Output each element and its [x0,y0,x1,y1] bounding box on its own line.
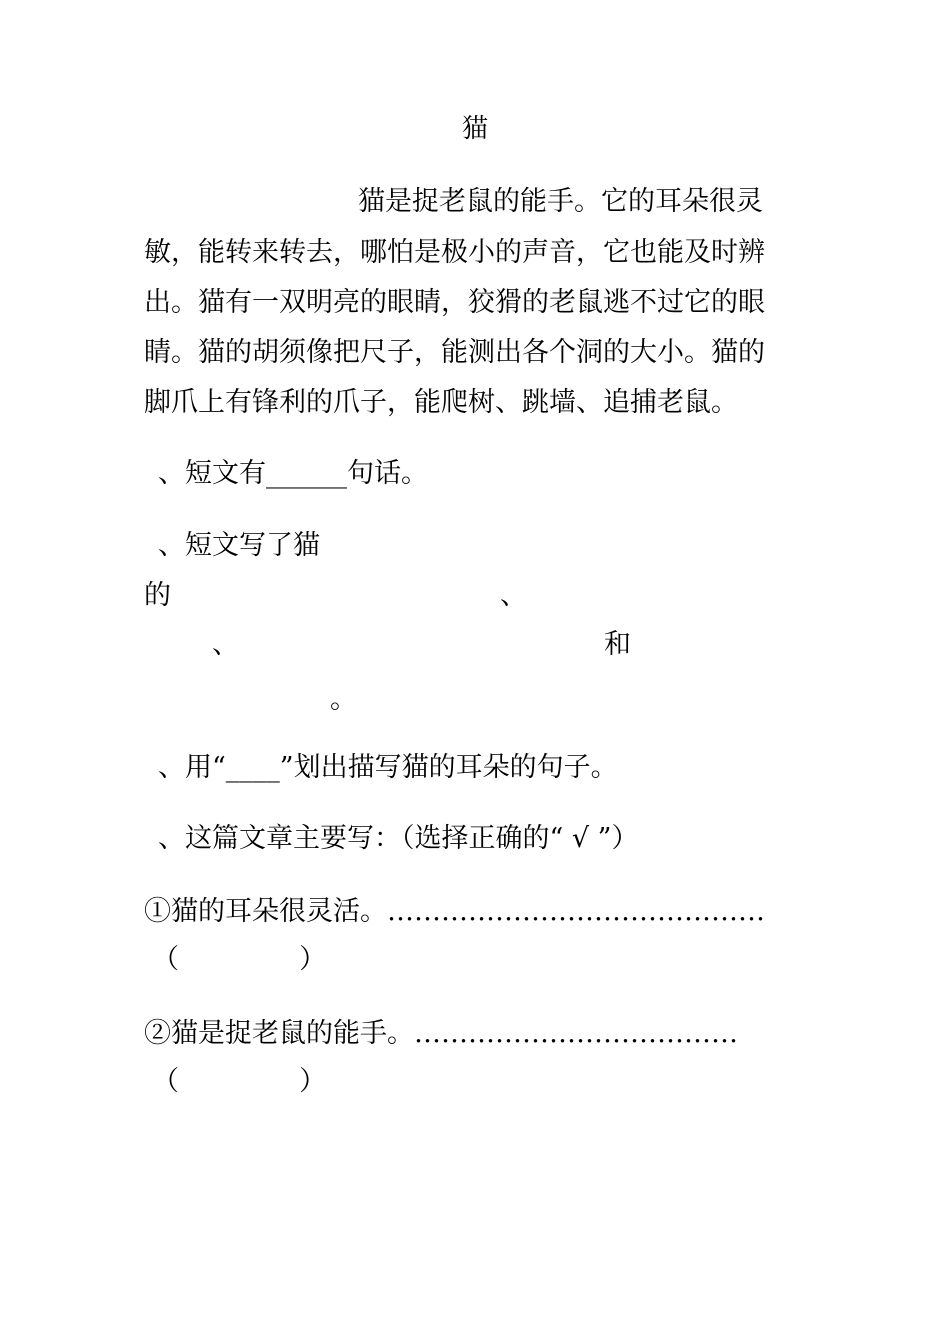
passage-line-1: 猫是捉老鼠的能手。它的耳朵很灵 [358,186,763,217]
passage-line-5: 脚爪上有锋利的爪子，能爬树、跳墙、追捕老鼠。 [144,387,738,418]
option-2-dots: ……………………………… [414,1018,738,1049]
page-title: 猫 [462,114,489,144]
option-2-text [144,1018,738,1050]
option-2-answer-blank[interactable]: （ ） [152,1066,327,1097]
question-3-text: 、用“____”划出描写猫的耳朵的句子。 [158,752,618,783]
option-2-label: ②猫是捉老鼠的能手。 [144,1018,414,1049]
question-2-period: 。 [330,684,357,715]
option-1-answer-blank[interactable]: （ ） [152,944,327,975]
option-1-dots: …………………………………… [387,896,765,927]
question-2-line-1: 、短文写了猫 [158,530,320,561]
passage-line-2: 敏，能转来转去，哪怕是极小的声音，它也能及时辨 [144,237,765,268]
question-2-comma-1: 、 [500,580,527,611]
question-2-de: 的 [144,580,171,611]
question-4-prompt: 、这篇文章主要写：（选择正确的“ √ ”） [158,823,639,854]
option-1-label: ①猫的耳朵很灵活。 [144,896,387,927]
passage-line-3: 出。猫有一双明亮的眼睛，狡猾的老鼠逃不过它的眼 [144,287,765,318]
question-2-comma-2: 、 [212,629,239,660]
question-1-text: 、短文有______句话。 [158,458,428,489]
passage-line-4: 睛。猫的胡须像把尺子，能测出各个洞的大小。猫的 [144,337,765,368]
option-1-text [144,896,765,928]
question-2-he: 和 [604,629,631,660]
